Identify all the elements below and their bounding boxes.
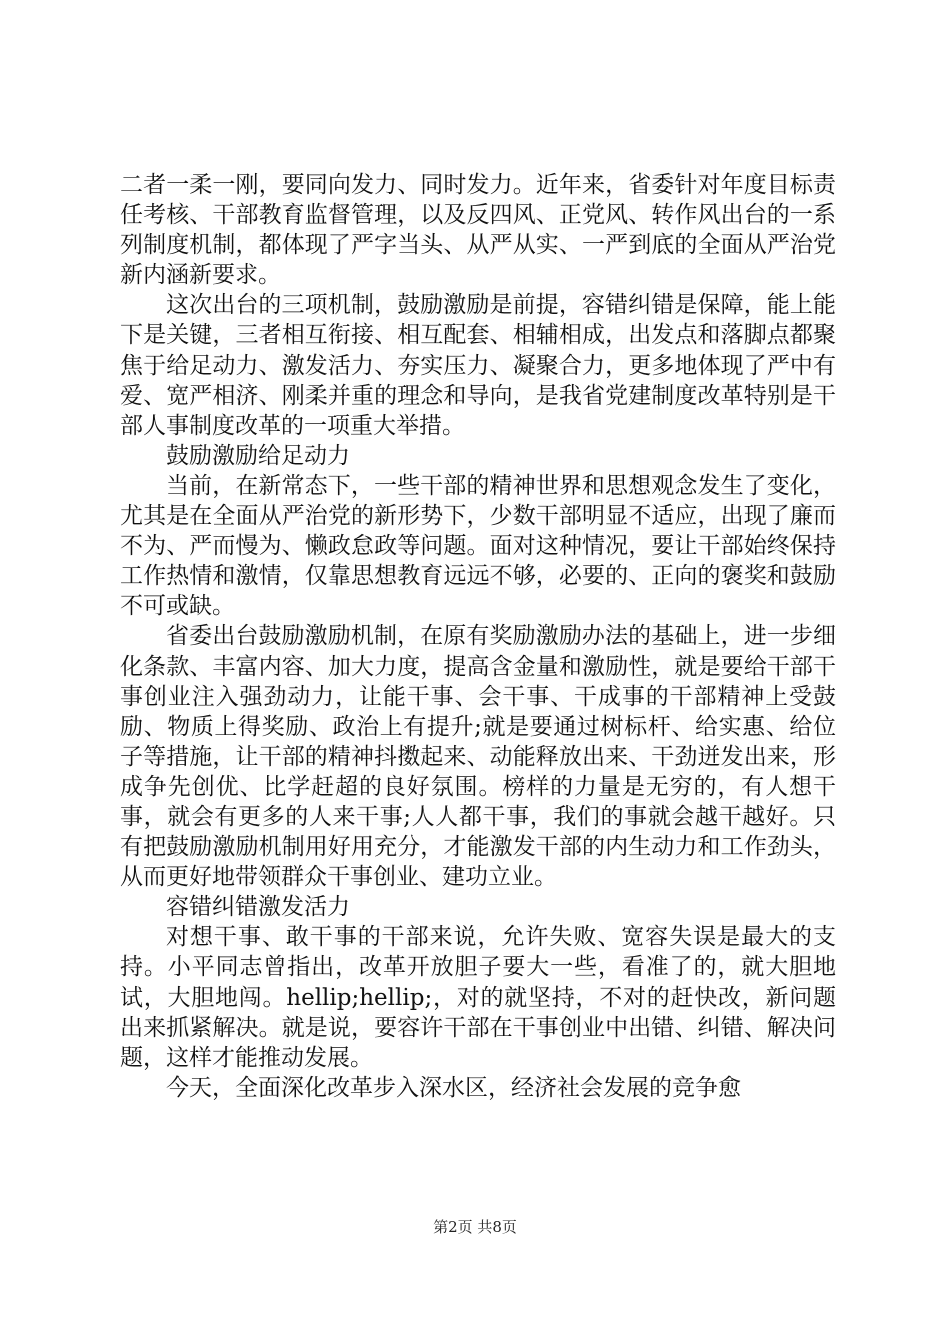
page-number-label: 第2页 共8页 [433, 1218, 517, 1236]
paragraph: 今天，全面深化改革步入深水区，经济社会发展的竞争愈 [166, 1074, 741, 1101]
page-footer [0, 1216, 950, 1237]
section-heading: 鼓励激励给足动力 [166, 442, 350, 469]
paragraph: 当前，在新常态下，一些干部的精神世界和思想观念发生了变化，尤其是在全面从严治党的新形势下，少数干部明显不适应，出现了廉而不为、严而慢为、懒政怠政等问题。面对这种情况，要让干部始终保持工作热情和激情，仅靠思想教育远远不够，必要的、正向的褒奖和鼓励不可或缺。 [120, 472, 836, 620]
section-heading: 容错纠错激发活力 [166, 894, 350, 921]
paragraph: 这次出台的三项机制，鼓励激励是前提，容错纠错是保障，能上能下是关键，三者相互衔接、相互配套、相辅相成，出发点和落脚点都聚焦于给足动力、激发活力、夯实压力、凝聚合力，更多地体现了严中有爱、宽严相济、刚柔并重的理念和导向，是我省党建制度改革特别是干部人事制度改革的一项重大举措。 [120, 292, 836, 439]
paragraph: 省委出台鼓励激励机制，在原有奖励激励办法的基础上，进一步细化条款、丰富内容、加大力度，提高含金量和激励性，就是要给干部干事创业注入强劲动力，让能干事、会干事、干成事的干部精神上受鼓励、物质上得奖励、政治上有提升;就是要通过树标杆、给实惠、给位子等措施，让干部的精神抖擞起来、动能释放出来、干劲迸发出来，形成争先创优、比学赶超的良好氛围。榜样的力量是无穷的，有人想干事，就会有更多的人来干事;人人都干事，我们的事就会越干越好。只有把鼓励激励机制用好用充分，才能激发干部的内生动力和工作劲头，从而更好地带领群众干事创业、建功立业。 [120, 623, 836, 891]
paragraph: 对想干事、敢干事的干部来说，允许失败、宽容失误是最大的支持。小平同志曾指出，改革开放胆子要大一些，看准了的，就大胆地试，大胆地闯。hellip;hellip;，对的就坚持，不对的赶快改，新问题出来抓紧解决。就是说，要容许干部在干事创业中出错、纠错、解决问题，这样才能推动发展。 [120, 924, 836, 1071]
paragraph: 二者一柔一刚，要同向发力、同时发力。近年来，省委针对年度目标责任考核、干部教育监督管理，以及反四风、正党风、转作风出台的一系列制度机制，都体现了严字当头、从严从实、一严到底的全面从严治党新内涵新要求。 [120, 172, 836, 289]
document-body [120, 170, 836, 1103]
